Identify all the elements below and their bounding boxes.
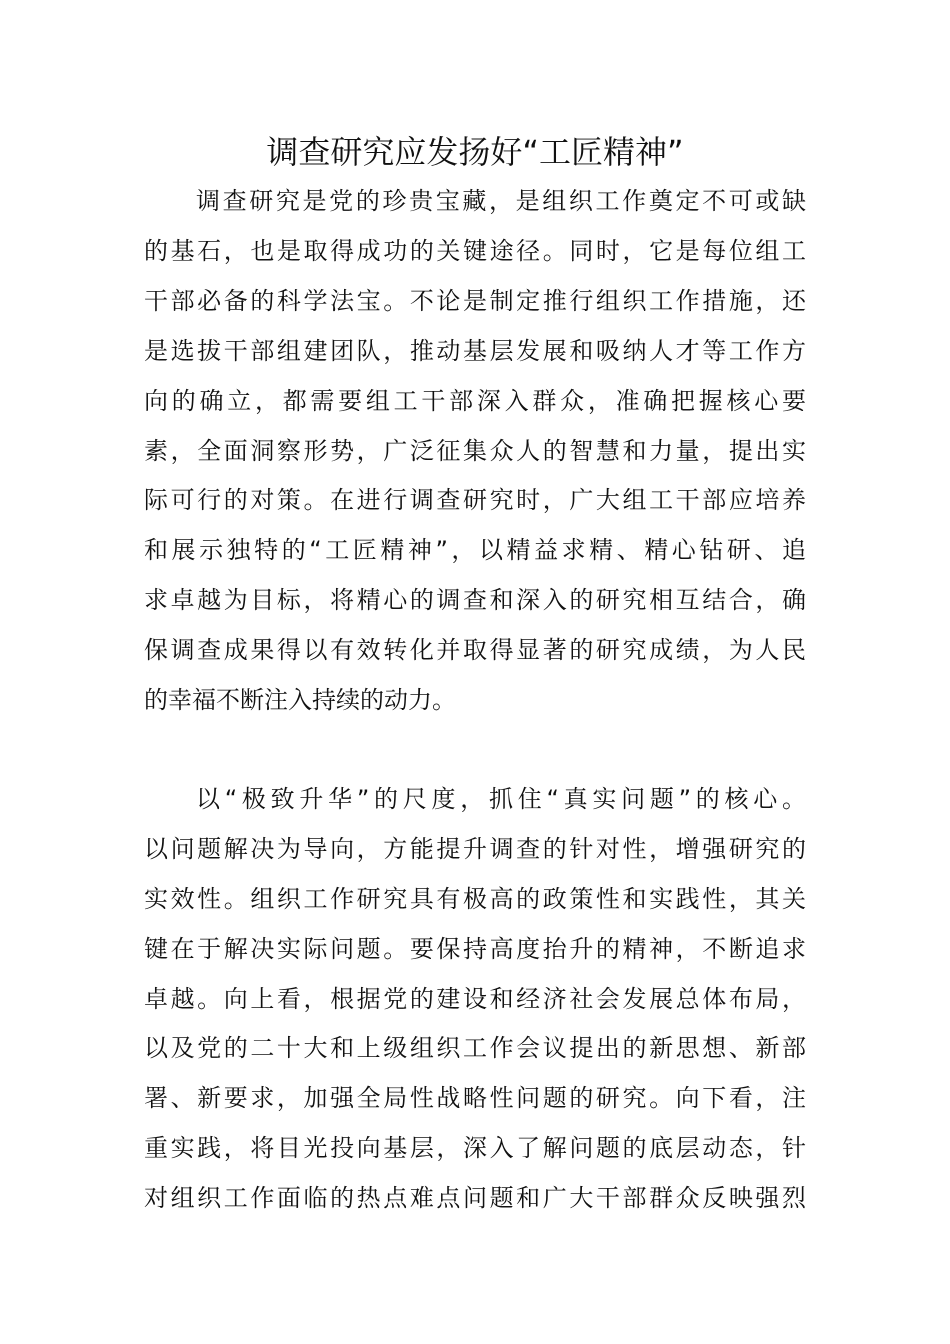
paragraph-1-line-5: 向的确立，都需要组工干部深入群众，准确把握核心要 [144,387,806,415]
paragraph-1-line-8: 和展示独特的“工匠精神”，以精益求精、精心钻研、追 [144,536,806,564]
paragraph-2-line-3: 实效性。组织工作研究具有极高的政策性和实践性，其关 [144,885,806,913]
paragraph-2-line-6: 以及党的二十大和上级组织工作会议提出的新思想、新部 [144,1034,806,1062]
paragraph-1-line-10: 保调查成果得以有效转化并取得显著的研究成绩，为人民 [144,636,806,664]
paragraph-2-line-7: 署、新要求，加强全局性战略性问题的研究。向下看，注 [144,1084,806,1112]
paragraph-1-line-7: 际可行的对策。在进行调查研究时，广大组工干部应培养 [144,486,806,514]
paragraph-1-line-1: 调查研究是党的珍贵宝藏，是组织工作奠定不可或缺 [196,187,806,215]
paragraph-2-line-9: 对组织工作面临的热点难点问题和广大干部群众反映强烈 [144,1184,806,1212]
paragraph-2-line-2: 以问题解决为导向，方能提升调查的针对性，增强研究的 [144,835,806,863]
document-title: 调查研究应发扬好“工匠精神” [266,133,684,171]
paragraph-1-line-4: 是选拔干部组建团队，推动基层发展和吸纳人才等工作方 [144,337,806,365]
paragraph-1-line-2: 的基石，也是取得成功的关键途径。同时，它是每位组工 [144,237,806,265]
paragraph-2-line-1: 以“极致升华”的尺度，抓住“真实问题”的核心。 [196,785,806,813]
paragraph-2-line-5: 卓越。向上看，根据党的建设和经济社会发展总体布局， [144,985,806,1013]
paragraph-2-line-8: 重实践，将目光投向基层，深入了解问题的底层动态，针 [144,1134,806,1162]
paragraph-1-line-6: 素，全面洞察形势，广泛征集众人的智慧和力量，提出实 [144,437,806,465]
paragraph-1-line-3: 干部必备的科学法宝。不论是制定推行组织工作措施，还 [144,287,806,315]
paragraph-1-line-9: 求卓越为目标，将精心的调查和深入的研究相互结合，确 [144,586,806,614]
paragraph-1-line-11: 的幸福不断注入持续的动力。 [144,686,456,714]
paragraph-2-line-4: 键在于解决实际问题。要保持高度抬升的精神，不断追求 [144,935,806,963]
